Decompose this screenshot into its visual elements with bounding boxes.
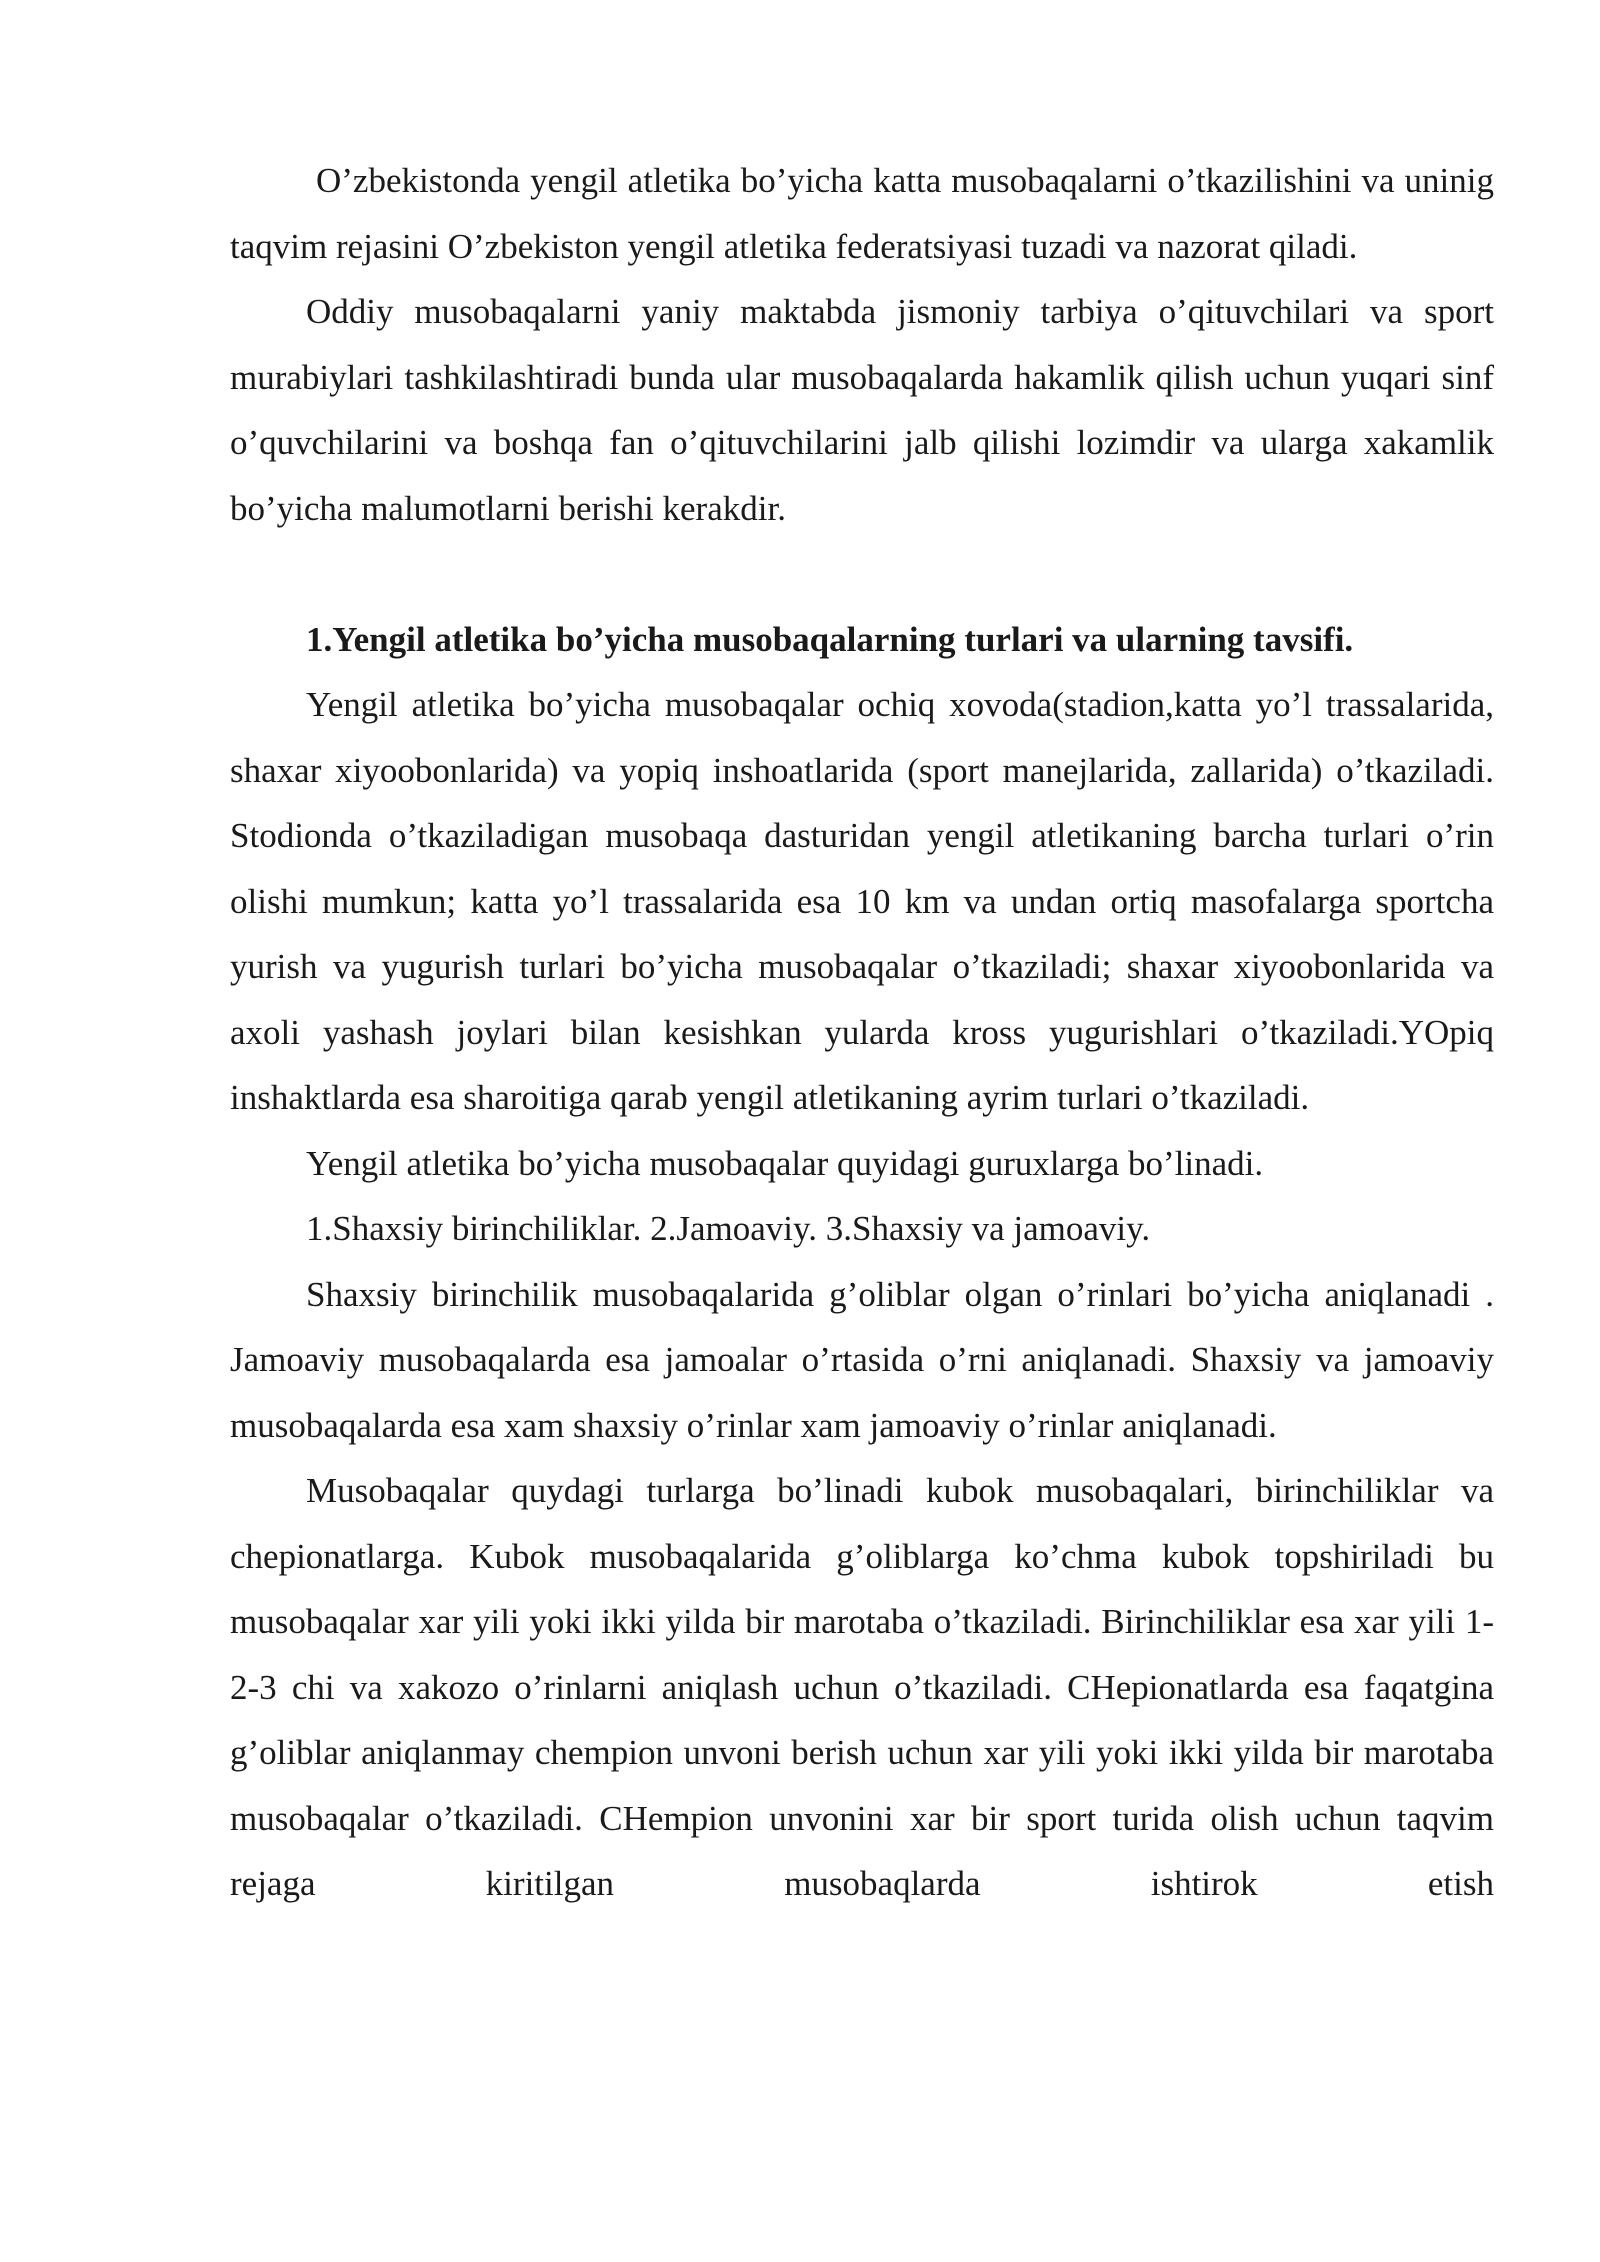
section-heading: 1.Yengil atletika bo’yicha musobaqalarning turlari va ularning tavsifi. xyxy=(306,619,1354,659)
document-body xyxy=(230,148,1494,1917)
paragraph-competition-types: Musobaqalar quydagi turlarga bo’linadi kubok musobaqalari, birinchiliklar va chepionatlarga. Kubok musobaqalarida g’oliblarga ko’chma kubok topshiriladi bu musobaqalar xar yili yoki ikki yilda bir marotaba o’tkaziladi. Birinchiliklar esa xar yili 1-2-3 chi va xakozo o’rinlarni aniqlash uchun o’tkaziladi. CHepionatlarda esa faqatgina g’oliblar aniqlanmay chempion unvoni berish uchun xar yili yoki ikki yilda bir marotaba musobaqalar o’tkaziladi. CHempion unvonini xar bir sport turida olish uchun taqvim rejaga kiritilgan musobaqlarda ishtirok etish xyxy=(230,1471,1494,1903)
paragraph-individual-team: Shaxsiy birinchilik musobaqalarida g’oliblar olgan o’rinlari bo’yicha aniqlanadi . Jamoaviy musobaqalarda esa jamoalar o’rtasida o’rni aniqlanadi. Shaxsiy va jamoaviy musobaqalarda esa xam shaxsiy o’rinlar xam jamoaviy o’rinlar aniqlanadi. xyxy=(230,1274,1494,1445)
paragraph-school-competitions: Oddiy musobaqalarni yaniy maktabda jismoniy tarbiya o’qituvchilari va sport murabiylari tashkilashtiradi bunda ular musobaqalarda hakamlik qilish uchun yuqari sinf o’quvchilarini va boshqa fan o’qituvchilarini jalb qilishi lozimdir va ularga xakamlik bo’yicha malumotlarni berishi kerakdir. xyxy=(230,292,1494,528)
blank-line xyxy=(230,541,1494,607)
paragraph-venues: Yengil atletika bo’yicha musobaqalar ochiq xovoda(stadion,katta yo’l trassalarida, shaxar xiyoobonlarida) va yopiq inshoatlarida (sport manejlarida, zallarida) o’tkaziladi. Stodionda o’tkaziladigan musobaqa dasturidan yengil atletikaning barcha turlari o’rin olishi mumkun; katta yo’l trassalarida esa 10 km va undan ortiq masofalarga sportcha yurish va yugurish turlari bo’yicha musobaqalar o’tkaziladi; shaxar xiyoobonlarida va axoli yashash joylari bilan kesishkan yularda kross yugurishlari o’tkaziladi.YOpiq inshaktlarda esa sharoitiga qarab yengil atletikaning ayrim turlari o’tkaziladi. xyxy=(230,685,1494,1117)
paragraph-groups-list: 1.Shaxsiy birinchiliklar. 2.Jamoaviy. 3.Shaxsiy va jamoaviy. xyxy=(306,1209,1151,1248)
paragraph-federation: O’zbekistonda yengil atletika bo’yicha katta musobaqalarni o’tkazilishini va uninig taqvim rejasini O’zbekiston yengil atletika federatsiyasi tuzadi va nazorat qiladi. xyxy=(230,161,1494,266)
paragraph-groups-intro: Yengil atletika bo’yicha musobaqalar quyidagi guruxlarga bo’linadi. xyxy=(306,1143,1264,1183)
